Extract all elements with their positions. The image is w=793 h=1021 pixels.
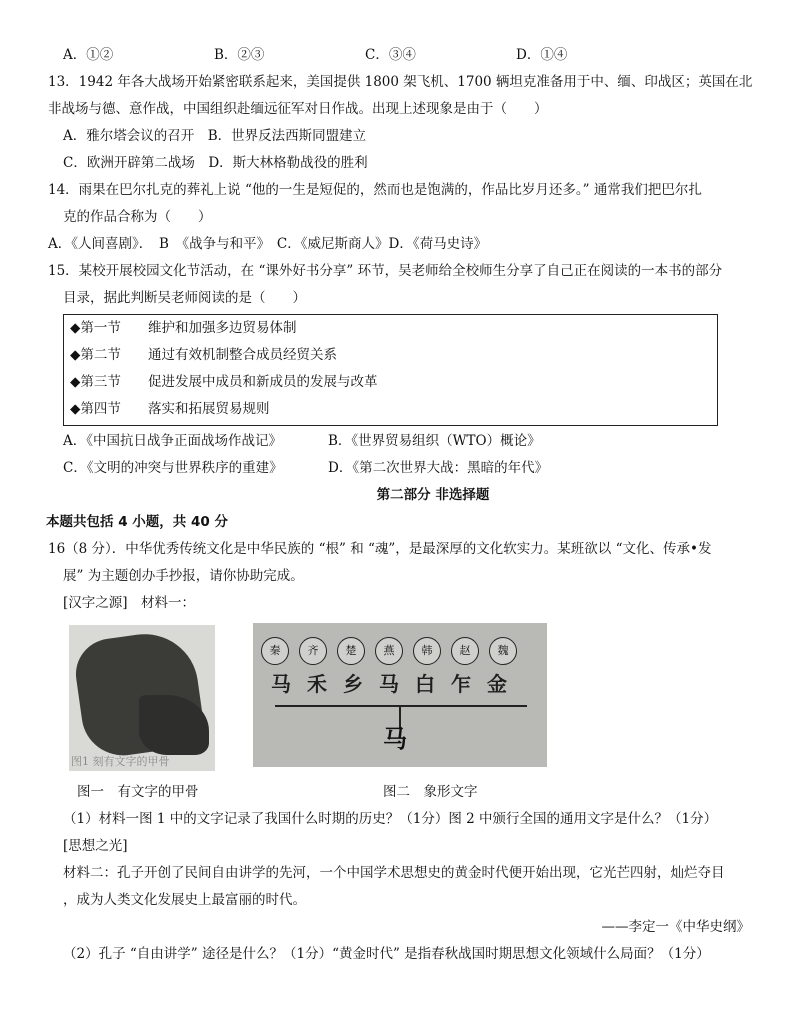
q16-section1-label: [汉字之源] 材料一： [63,595,196,611]
state-glyph: 马 [271,672,291,696]
q15-option-a[interactable]: A．《中国抗日战争正面战场作战记》 [63,433,282,449]
q16-source: ——李定一《中华史纲》 [601,919,750,935]
q16-sub1: （1）材料一图 1 中的文字记录了我国什么时期的历史？（1分）图 2 中颁行全国的通用文字是什么？（1分） [63,811,718,827]
q16-stem-line1: 16（8 分）．中华优秀传统文化是中华民族的 “根” 和 “魂”，是最深厚的文化软实力。某班欲以 “文化、传承•发 [48,541,712,557]
fig2-caption: 图二 象形文字 [383,784,478,800]
q16-material2-line1: 材料二：孔子开创了民间自由讲学的先河，一个中国学术思想史的黄金时代便开始出现，它光芒四射，灿烂夺目 [63,865,725,881]
q16-material2-line2: ，成为人类文化发展史上最富丽的时代。 [63,892,306,908]
q15-table-of-contents [63,314,718,426]
oracle-bone-image [69,625,215,771]
state-circle: 赵 [451,637,479,665]
state-circle: 齐 [299,637,327,665]
q12-option-d[interactable]: D．①④ [516,47,568,63]
part2-title: 第二部分 非选择题 [376,487,490,503]
unified-glyph: 马 [383,724,407,753]
toc-section [70,342,711,369]
state-glyph: 金 [487,672,507,696]
toc-section-num: ◆第一节 [70,320,121,336]
q12-options [48,42,758,69]
toc-section-title: 落实和拓展贸易规则 [148,401,270,417]
toc-section-num: ◆第二节 [70,347,121,363]
bracket-line [275,705,527,707]
state-glyph: 白 [415,672,435,696]
pictograph-image [253,623,547,767]
q14-stem-line1: 14．雨果在巴尔扎克的葬礼上说 “他的一生是短促的，然而也是饱满的，作品比岁月还多。” 通常我们把巴尔扎 [48,182,702,198]
q16-figures [63,617,758,779]
fig1-inner-caption: 图1 刻有文字的甲骨 [71,755,170,768]
toc-section [70,396,711,423]
q16-stem-line2: 展” 为主题创办手抄报，请你协助完成。 [63,568,304,584]
state-circles [261,637,527,665]
toc-section-title: 维护和加强多边贸易体制 [148,320,297,336]
state-circle: 楚 [337,637,365,665]
q15-options-row2 [48,455,758,482]
part2-summary: 本题共包括 4 小题，共 40 分 [46,514,228,530]
state-circle: 秦 [261,637,289,665]
q13-options-line2[interactable]: C．欧洲开辟第二战场 D．斯大林格勒战役的胜利 [63,155,368,171]
q13-stem-line2: 非战场与德、意作战，中国组织赴缅远征军对日作战。出现上述现象是由于（ ） [48,101,548,117]
q16-sub2: （2）孔子 “自由讲学” 途径是什么？（1分）“黄金时代” 是指春秋战国时期思想文化领域什么局面？（1分） [63,946,710,962]
state-circle: 韩 [413,637,441,665]
q13-stem-line1: 13．1942 年各大战场开始紧密联系起来，美国提供 1800 架飞机、1700 辆坦克准备用于中、缅、印战区；英国在北 [48,74,753,90]
state-circle: 魏 [489,637,517,665]
q16-section2-label: [思想之光] [63,838,128,854]
q12-option-a[interactable]: A．①② [63,47,114,63]
state-glyph: 马 [379,672,399,696]
state-circle: 燕 [375,637,403,665]
toc-section-num: ◆第四节 [70,401,121,417]
exam-page [48,42,758,968]
q15-option-d[interactable]: D．《第二次世界大战：黑暗的年代》 [328,460,549,476]
q15-option-b[interactable]: B．《世界贸易组织（WTO）概论》 [328,433,541,449]
q13-options-line1[interactable]: A．雅尔塔会议的召开 B．世界反法西斯同盟建立 [63,128,367,144]
fig1-caption: 图一 有文字的甲骨 [77,784,199,800]
toc-section [70,369,711,396]
q15-option-c[interactable]: C．《文明的冲突与世界秩序的重建》 [63,460,283,476]
q12-option-b[interactable]: B．②③ [214,47,265,63]
state-glyph: 乍 [451,672,471,696]
figure-captions [63,779,758,806]
toc-section-title: 通过有效机制整合成员经贸关系 [148,347,337,363]
q15-options-row1 [48,428,758,455]
q15-stem-line2: 目录，据此判断吴老师阅读的是（ ） [63,290,306,306]
q14-stem-line2: 克的作品合称为（ ） [63,209,212,225]
state-glyph: 乡 [343,672,363,696]
toc-section-title: 促进发展中成员和新成员的发展与改革 [148,374,378,390]
q14-options[interactable]: A．《人间喜剧》． B 《战争与和平》 C．《威尼斯商人》D．《荷马史诗》 [48,236,488,252]
q12-option-c[interactable]: C．③④ [365,47,416,63]
q15-stem-line1: 15．某校开展校园文化节活动，在 “课外好书分享” 环节，吴老师给全校师生分享了自己正在阅读的一本书的部分 [48,263,723,279]
state-glyphs [263,671,515,698]
toc-section [70,315,711,342]
toc-section-num: ◆第三节 [70,374,121,390]
state-glyph: 禾 [307,672,327,696]
